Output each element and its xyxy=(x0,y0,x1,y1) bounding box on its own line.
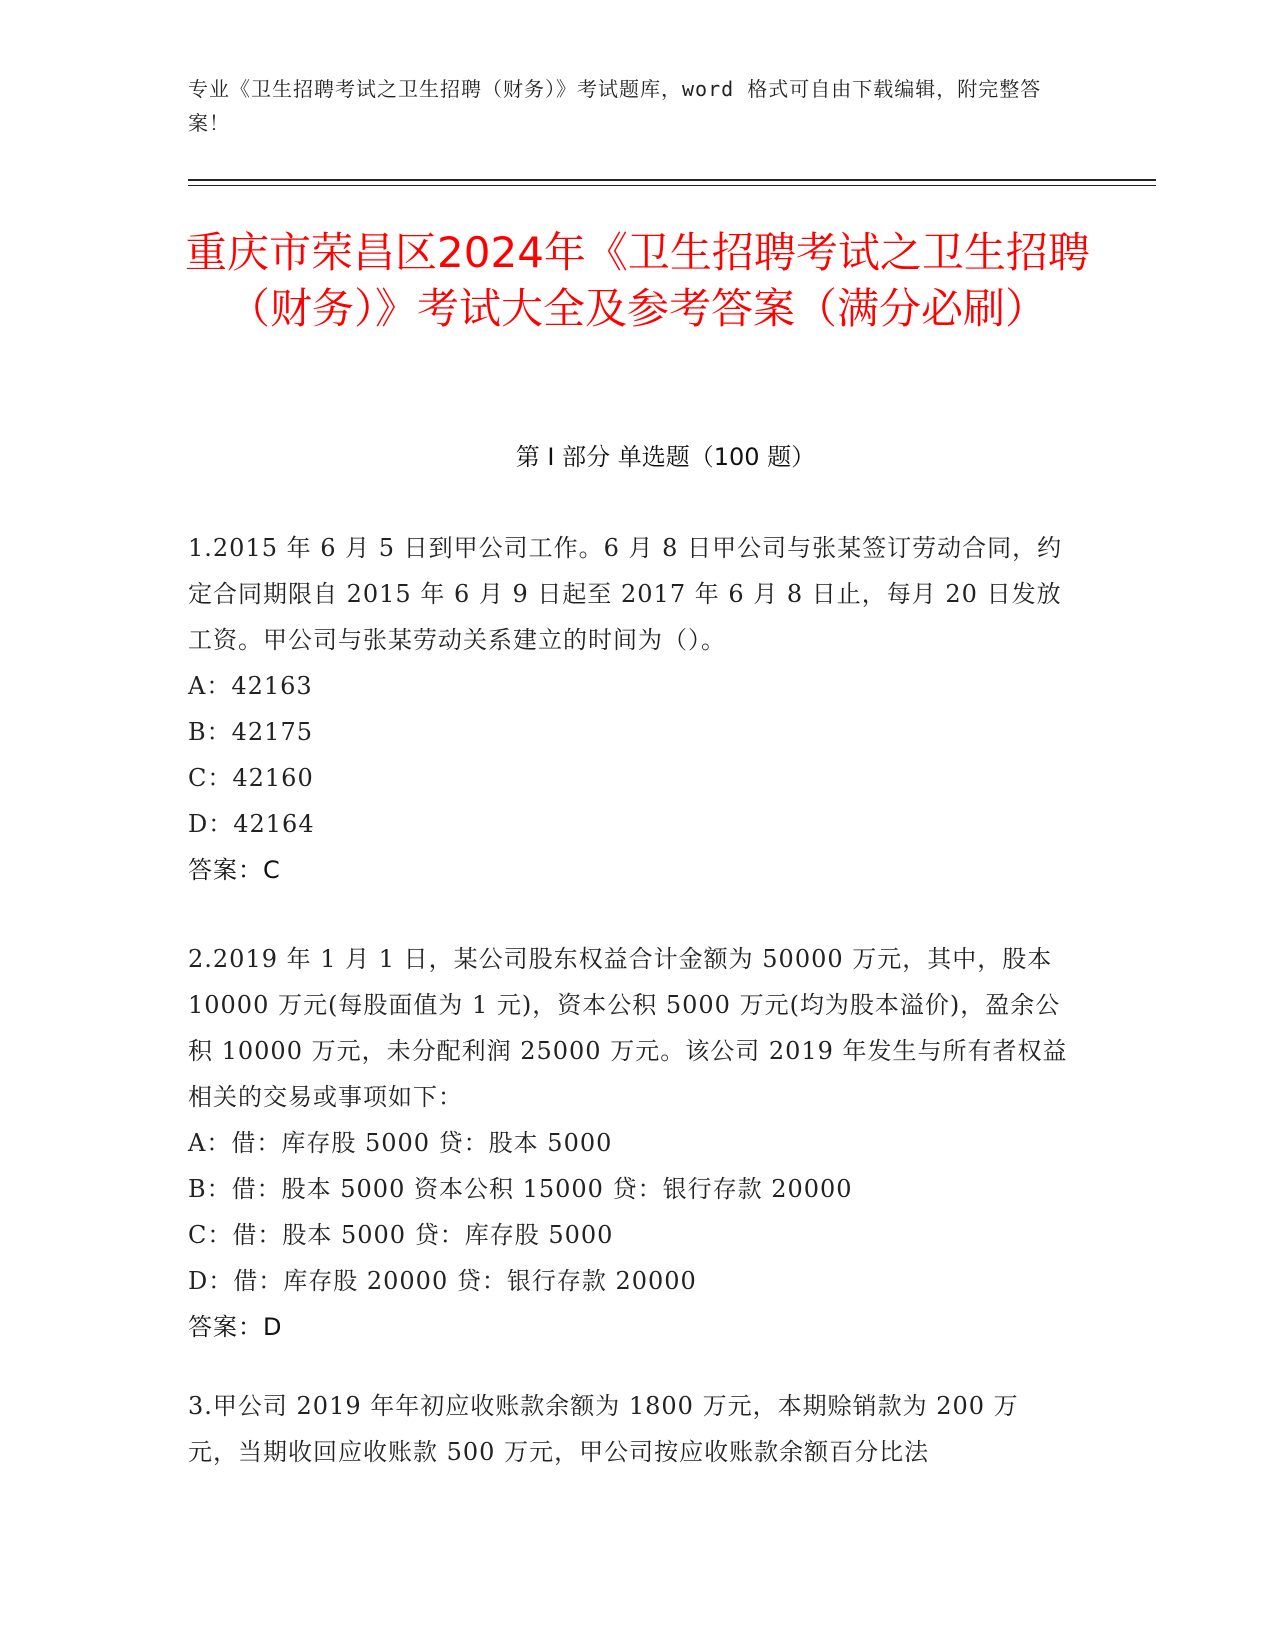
header-rule-thin xyxy=(188,185,1156,186)
question-stem: 3.甲公司 2019 年年初应收账款余额为 1800 万元，本期赊销款为 200 万元，当期收回应收账款 500 万元，甲公司按应收账款余额百分比法 xyxy=(188,1392,1019,1466)
answer-line: 答案：D xyxy=(188,1313,283,1341)
document-title: 重庆市荣昌区2024年《卫生招聘考试之卫生招聘（财务）》考试大全及参考答案（满分必刷） xyxy=(185,228,1090,333)
option-c xyxy=(188,755,1068,801)
section-heading: 第 I 部分 单选题（100 题） xyxy=(515,443,816,471)
option-b xyxy=(188,709,1068,755)
header-rule-thick xyxy=(188,179,1156,181)
option-c xyxy=(188,1212,1068,1258)
option-text: 42164 xyxy=(233,810,315,838)
question-2 xyxy=(188,936,1068,1350)
option-key: B： xyxy=(188,1175,232,1203)
option-key: C： xyxy=(188,1221,233,1249)
option-key: A： xyxy=(188,672,232,700)
option-text: 42160 xyxy=(232,764,314,792)
answer-line: 答案：C xyxy=(188,856,281,884)
option-a xyxy=(188,663,1068,709)
option-a xyxy=(188,1120,1068,1166)
option-b xyxy=(188,1166,1068,1212)
question-3 xyxy=(188,1383,1068,1475)
question-stem: 1.2015 年 6 月 5 日到甲公司工作。6 月 8 日甲公司与张某签订劳动合同，约定合同期限自 2015 年 6 月 9 日起至 2017 年 6 月 8 日止，每月 20 日发放工资。甲公司与张某劳动关系建立的时间为（）。 xyxy=(188,534,1063,654)
option-text: 42163 xyxy=(231,672,313,700)
question-stem: 2.2019 年 1 月 1 日，某公司股东权益合计金额为 50000 万元，其中，股本 10000 万元(每股面值为 1 元)，资本公积 5000 万元(均为股本溢价)，盈余公积 10000 万元，未分配利润 25000 万元。该公司 2019 年发生与所有者权益相关的交易或事项如下： xyxy=(188,945,1068,1111)
option-key: B： xyxy=(188,718,232,746)
option-text: 借：股本 5000 贷：库存股 5000 xyxy=(232,1221,614,1249)
option-key: D： xyxy=(188,810,234,838)
header-note: 专业《卫生招聘考试之卫生招聘（财务）》考试题库，word 格式可自由下载编辑，附完整答案！ xyxy=(188,77,1042,135)
question-1 xyxy=(188,525,1068,893)
option-key: A： xyxy=(188,1129,232,1157)
option-d xyxy=(188,1258,1068,1304)
option-key: D： xyxy=(188,1267,234,1295)
option-text: 借：股本 5000 资本公积 15000 贷：银行存款 20000 xyxy=(231,1175,853,1203)
option-text: 借：库存股 20000 贷：银行存款 20000 xyxy=(233,1267,697,1295)
option-key: C： xyxy=(188,764,233,792)
option-d xyxy=(188,801,1068,847)
option-text: 42175 xyxy=(231,718,313,746)
option-text: 借：库存股 5000 贷：股本 5000 xyxy=(231,1129,613,1157)
